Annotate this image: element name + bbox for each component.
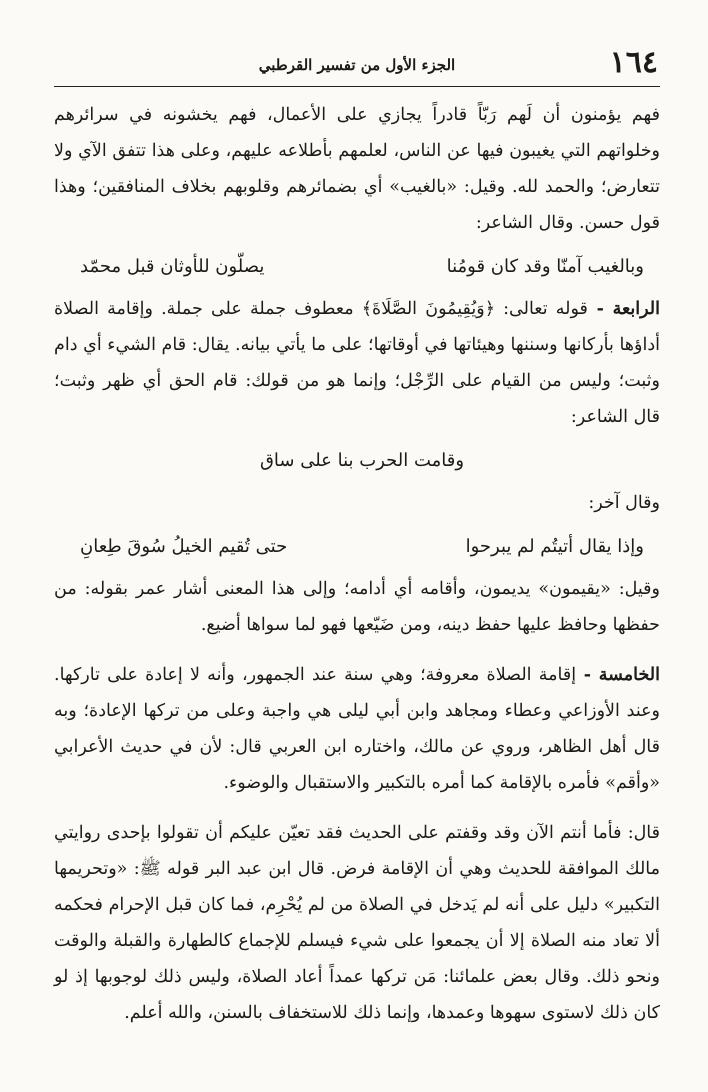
page-header — [54, 42, 660, 87]
page-number: ١٦٤ — [609, 45, 658, 80]
poem-verse-2 — [54, 437, 660, 485]
section-lead-fourth: الرابعة - — [587, 299, 660, 319]
page-body — [54, 87, 660, 1031]
paragraph-fourth — [54, 291, 660, 435]
section-lead-fifth: الخامسة - — [576, 665, 660, 685]
verse-3-second-hemistich: حتى تُقيم الخيلُ سُوقَ طِعانِ — [80, 536, 288, 557]
poem-verse-3 — [54, 523, 660, 571]
paragraph-fifth-text: إقامة الصلاة معروفة؛ وهي سنة عند الجمهور، وأنه لا إعادة على تاركها. وعند الأوزاعي وعطاء ومجاهد وابن أبي ليلى هي واجبة وعلى من تركها الإعادة؛ وبه قال أهل الظاهر، وروي عن مالك، واختاره ابن العربي قال: لأن في حديث الأعرابي «وأقم» فأمره بالإقامة كما أمره بالتكبير والاستقبال والوضوء. — [54, 665, 660, 793]
poem-verse-1 — [54, 243, 660, 291]
paragraph-fifth — [54, 657, 660, 801]
verse-1-first-hemistich: وبالغيب آمنّا وقد كان قومُنا — [446, 256, 644, 277]
paragraph-said: وقيل: «يقيمون» يديمون، وأقامه أي أدامه؛ وإلى هذا المعنى أشار عمر بقوله: من حفظها وحافظ عليها حفظ دينه، ومن ضَيّعها فهو لما سواها أضيع. — [54, 579, 660, 635]
verse-3-first-hemistich: وإذا يقال أتيتُم لم يبرحوا — [465, 536, 644, 557]
running-title: الجزء الأول من تفسير القرطبي — [258, 56, 456, 74]
paragraph-fourth-text: قوله تعالى: ﴿وَيُقِيمُونَ الصَّلَاةَ﴾ معطوف جملة على جملة. وإقامة الصلاة أداؤها بأركانها وسننها وهيئاتها في أوقاتها؛ على ما يأتي بيانه. يقال: قام الشيء أي دام وثبت؛ وليس من القيام على الرِّجْل؛ وإنما هو من قولك: قام الحق أي ظهر وثبت؛ قال الشاعر: — [54, 299, 660, 427]
paragraph-intro: فهم يؤمنون أن لَهم رَبّاً قادراً يجازي على الأعمال، فهم يخشونه في سرائرهم وخلواتهم التي يغيبون فيها عن الناس، لعلمهم بأطلاعه عليهم، وعلى هذا تتفق الآي ولا تتعارض؛ والحمد لله. وقيل: «بالغيب» أي بضمائرهم وقلوبهم بخلاف المنافقين؛ وهذا قول حسن. وقال الشاعر: — [54, 105, 660, 233]
paragraph-closing: قال: فأما أنتم الآن وقد وقفتم على الحديث فقد تعيّن عليكم أن تقولوا بإحدى روايتي مالك الموافقة للحديث وهي أن الإقامة فرض. قال ابن عبد البر قوله ﷺ: «وتحريمها التكبير» دليل على أنه لم يَدخل في الصلاة من لم يُحْرِم، فما كان قبل الإحرام فحكمه ألا تعاد منه الصلاة إلا أن يجمعوا على شيء فيسلم للإجماع كالطهارة والقبلة والوقت ونحو ذلك. وقال بعض علمائنا: مَن تركها عمداً أعاد الصلاة، وليس ذلك لوجوبها إذ لو كان ذلك لاستوى سهوها وعمدها، وإنما ذلك للاستخفاف بالسنن، والله أعلم. — [54, 823, 660, 1023]
another-poet-label — [54, 485, 660, 521]
verse-2-line: وقامت الحرب بنا على ساق — [259, 450, 465, 471]
verse-1-second-hemistich: يصلّون للأوثان قبل محمّد — [80, 256, 265, 277]
another-poet-text: وقال آخر: — [588, 493, 660, 513]
